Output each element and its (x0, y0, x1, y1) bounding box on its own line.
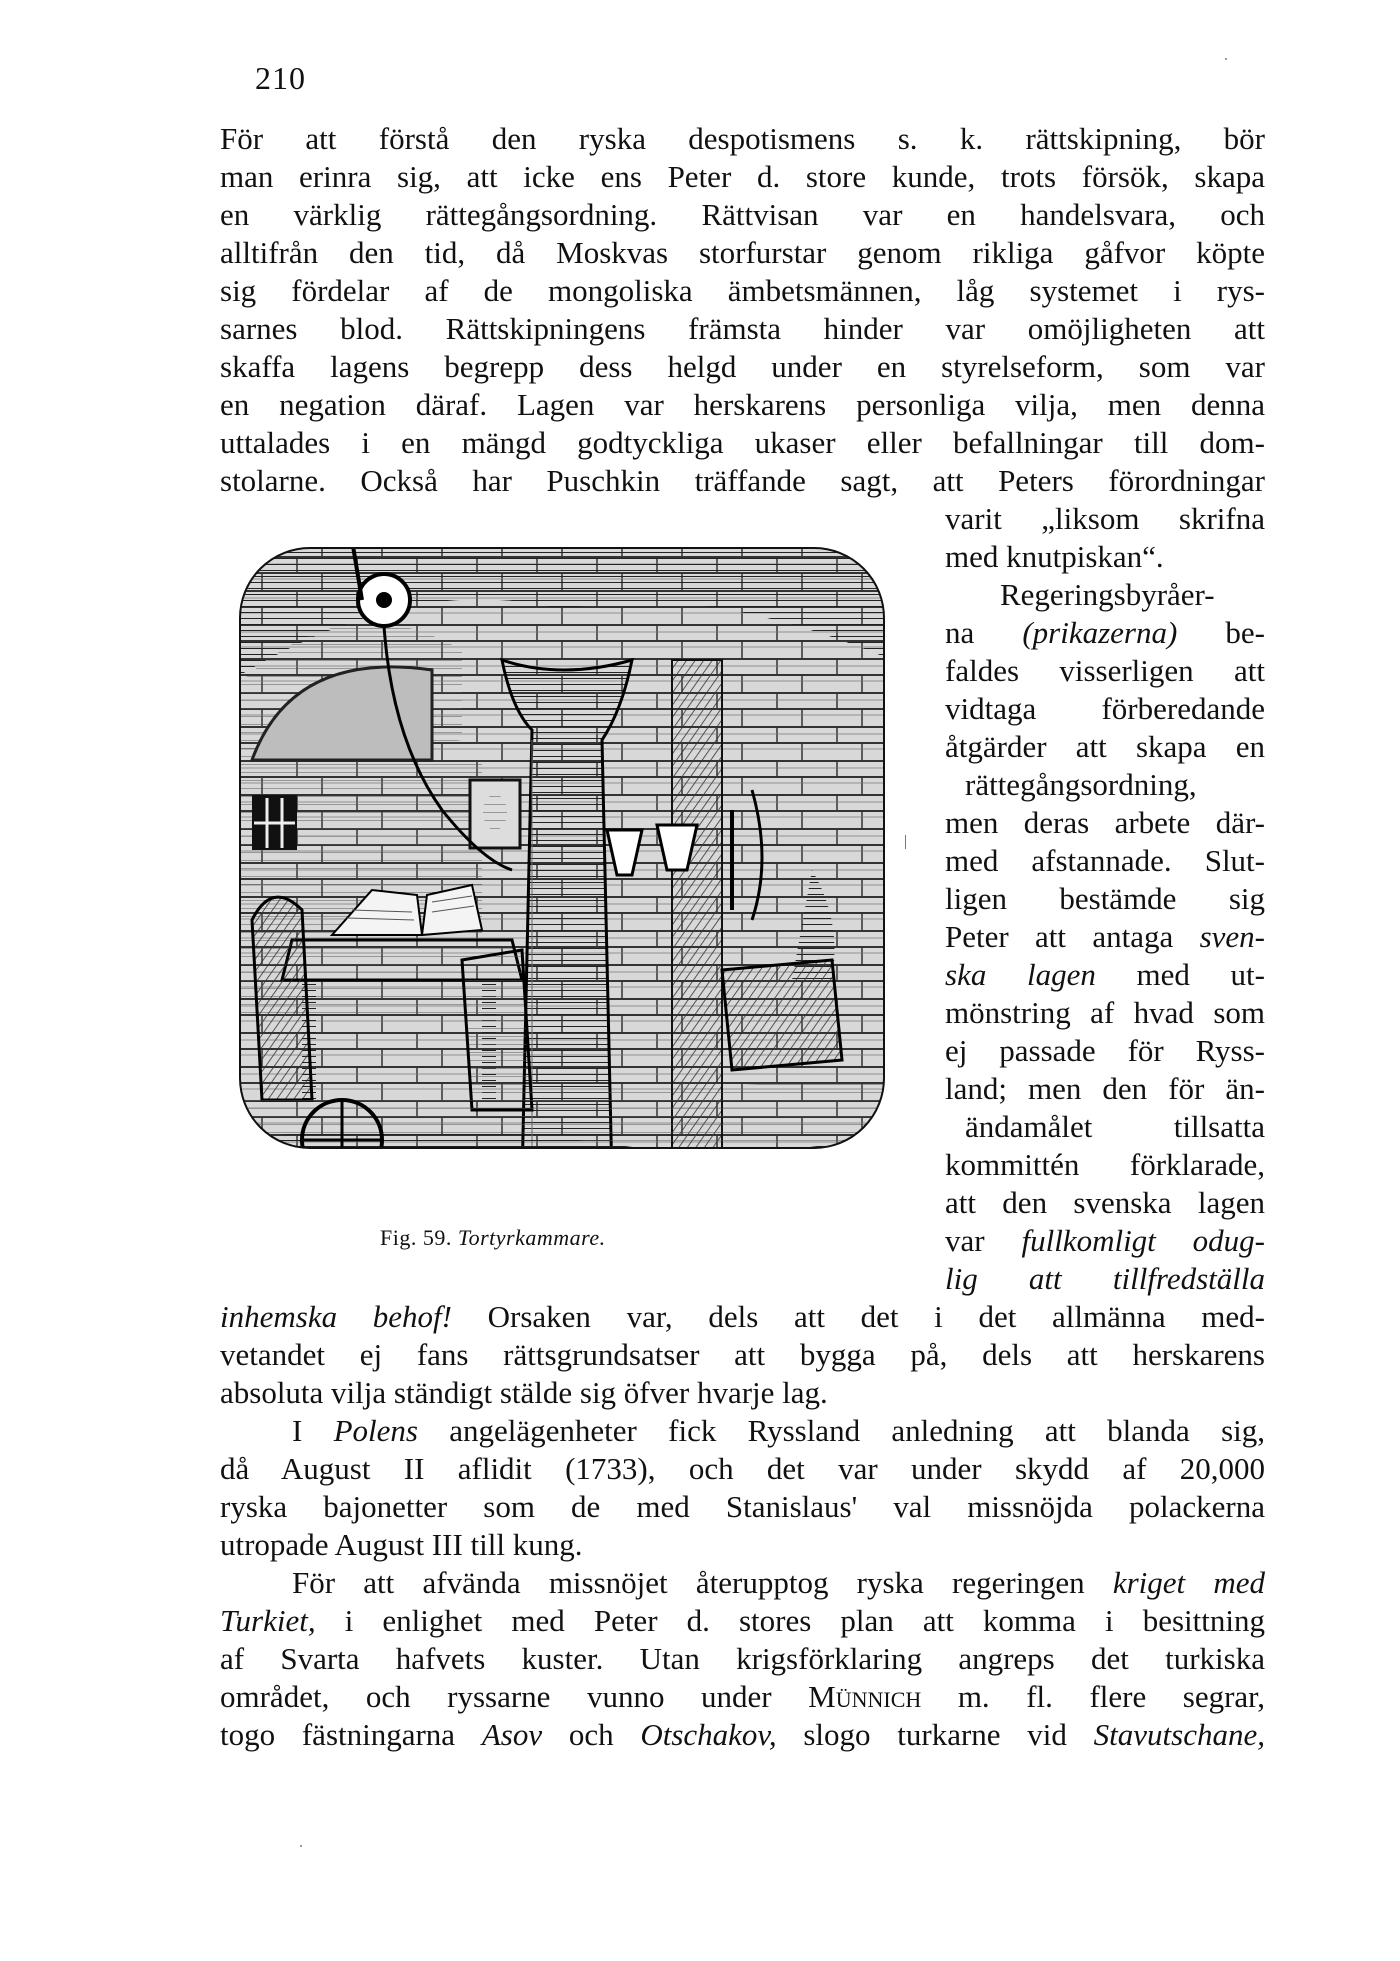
side-text-line: Regeringsbyråer- (1000, 577, 1215, 612)
side-text-line: men deras arbete där- (945, 805, 1265, 840)
text-line: skaffa lagens begrepp dess helgd under en styrelseform, som var (220, 349, 1265, 384)
side-text-line: kommittén förklarade, (945, 1147, 1265, 1182)
italic-term: Otschakov, (640, 1717, 777, 1752)
text-line: stolarne. Också har Puschkin träffande sagt, att Peters förordningar (220, 463, 1265, 498)
italic-term: Turkiet, (220, 1603, 316, 1638)
text-line: vetandet ej fans rättsgrundsatser att bygga på, dels att herskarens (220, 1337, 1265, 1372)
italic-term: (prikazerna) (1022, 615, 1178, 650)
figure-caption (380, 1225, 606, 1251)
italic-term: Polens (333, 1413, 418, 1448)
text-line: För att förstå den ryska despotismens s. k. rättskipning, bör (220, 121, 1265, 156)
side-text-line: rättegångsordning, (965, 767, 1197, 802)
side-text-line: mönstring af hvad som (945, 995, 1265, 1030)
scan-speck (1225, 58, 1227, 60)
side-text-line (945, 1260, 1265, 1298)
text-line: inhemska behof! Orsaken var, dels att det i det allmänna med- (220, 1299, 1265, 1334)
text-line: en negation däraf. Lagen var herskarens personliga vilja, men denna (220, 387, 1265, 422)
text-line: området, och ryssarne vunno under Münnich m. fl. flere segrar, (220, 1679, 1265, 1714)
text-line: alltifrån den tid, då Moskvas storfurstar genom rikliga gåfvor köpte (220, 235, 1265, 270)
side-text-line: Peter att antaga sven- (945, 919, 1265, 954)
text-line: togo fästningarna Asov och Otschakov, slogo turkarne vid Stavutschane, (220, 1717, 1265, 1752)
text-line: då August II aflidit (1733), och det var under skydd af 20,000 (220, 1451, 1265, 1486)
text-line: ryska bajonetter som de med Stanislaus' val missnöjda polackerna (220, 1489, 1265, 1524)
text-line: För att afvända missnöjet återupptog ryska regeringen kriget med (292, 1565, 1265, 1600)
italic-term: sven- (1199, 919, 1265, 954)
scan-speck (905, 835, 906, 849)
figure-caption-number: Fig. 59. (380, 1225, 458, 1250)
text-line: sarnes blod. Rättskipningens främsta hinder var omöjligheten att (220, 311, 1265, 346)
text-line: absoluta vilja ständigt stälde sig öfver hvarje lag. (220, 1375, 828, 1410)
side-text-line: vidtaga förberedande (945, 691, 1265, 726)
italic-term: inhemska behof! (220, 1299, 452, 1334)
text-line: en värklig rättegångsordning. Rättvisan var en handelsvara, och (220, 197, 1265, 232)
italic-term: ska lagen (945, 957, 1096, 992)
text-line: Turkiet, i enlighet med Peter d. stores plan att komma i besittning (220, 1603, 1265, 1638)
side-text-line: var fullkomligt odug- (945, 1223, 1265, 1258)
italic-term: lig att tillfredställa (945, 1261, 1265, 1296)
side-text-line: ej passade för Ryss- (945, 1033, 1265, 1068)
text-line: man erinra sig, att icke ens Peter d. store kunde, trots försök, skapa (220, 159, 1265, 194)
figure-illustration (232, 540, 892, 1190)
side-text-line: åtgärder att skapa en (945, 729, 1265, 764)
small-caps-name: Münnich (808, 1679, 922, 1714)
side-text-line: ska lagen med ut- (945, 957, 1265, 992)
side-text-line: med afstannade. Slut- (945, 843, 1265, 878)
side-text-line: ligen bestämde sig (945, 881, 1265, 916)
text-line: I Polens angelägenheter fick Ryssland anledning att blanda sig, (292, 1413, 1265, 1448)
text-line: sig fördelar af de mongoliska ämbetsmännen, låg systemet i rys- (220, 273, 1265, 308)
text-line: utropade August III till kung. (220, 1527, 583, 1562)
italic-term: kriget med (1112, 1565, 1265, 1600)
side-text-line: land; men den för än- (945, 1071, 1265, 1106)
side-text-line: ändamålet tillsatta (965, 1109, 1265, 1144)
text-line: af Svarta hafvets kuster. Utan krigsförklaring angreps det turkiska (220, 1641, 1265, 1676)
side-text-line: faldes visserligen att (945, 653, 1265, 688)
page-number: 210 (255, 60, 306, 96)
italic-term: fullkomligt odug- (1021, 1223, 1265, 1258)
side-text-line: att den svenska lagen (945, 1185, 1265, 1220)
italic-term: Stavutschane, (1093, 1717, 1265, 1752)
text-line: uttalades i en mängd godtyckliga ukaser eller befallningar till dom- (220, 425, 1265, 460)
side-text-line: med knutpiskan“. (945, 539, 1164, 574)
figure-caption-title: Tortyrkammare. (457, 1225, 606, 1250)
side-text-line: na (prikazerna) be- (945, 615, 1265, 650)
italic-term: Asov (481, 1717, 543, 1752)
side-text-line: varit „liksom skrifna (945, 501, 1265, 536)
scan-speck (300, 1845, 302, 1847)
